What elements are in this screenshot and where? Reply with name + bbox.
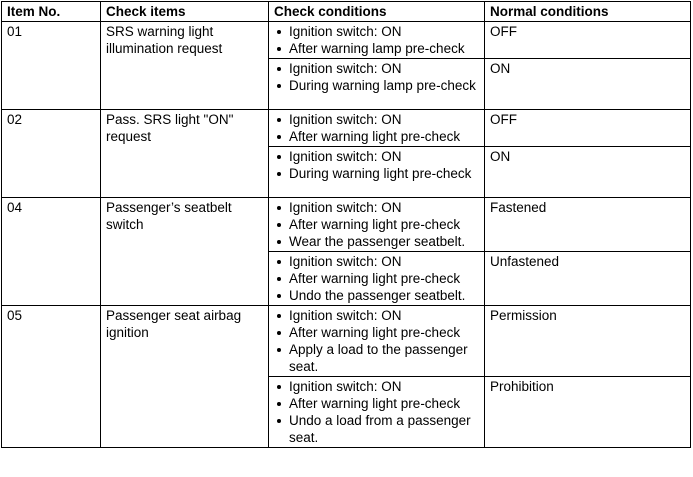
check-conditions-cell — [269, 198, 485, 252]
normal-condition-cell: Unfastened — [485, 252, 691, 306]
check-conditions-cell — [269, 110, 485, 147]
header-check-conditions: Check conditions — [269, 2, 485, 22]
condition-item: Ignition switch: ON — [272, 111, 480, 128]
condition-item: Ignition switch: ON — [272, 23, 480, 40]
condition-item: During warning lamp pre-check — [272, 77, 480, 94]
table-row — [2, 198, 691, 252]
normal-condition-cell: Permission — [485, 306, 691, 377]
normal-condition-cell: OFF — [485, 22, 691, 59]
item-no-cell: 02 — [2, 110, 101, 198]
table-row — [2, 22, 691, 59]
condition-item: Undo the passenger seatbelt. — [272, 287, 480, 304]
normal-condition-cell: ON — [485, 59, 691, 110]
condition-item: After warning light pre-check — [272, 216, 480, 233]
check-conditions-cell — [269, 59, 485, 110]
check-item-cell: Passenger’s seatbelt switch — [101, 198, 269, 306]
normal-condition-cell: ON — [485, 147, 691, 198]
condition-item: Undo a load from a passenger seat. — [272, 412, 480, 446]
check-conditions-cell — [269, 252, 485, 306]
condition-item: After warning lamp pre-check — [272, 40, 480, 57]
condition-item: Ignition switch: ON — [272, 199, 480, 216]
item-no-cell: 05 — [2, 306, 101, 448]
item-no-cell: 01 — [2, 22, 101, 110]
condition-item: After warning light pre-check — [272, 270, 480, 287]
condition-item: During warning light pre-check — [272, 165, 480, 182]
check-item-cell: Pass. SRS light "ON" request — [101, 110, 269, 198]
header-normal-conditions: Normal conditions — [485, 2, 691, 22]
condition-item: Ignition switch: ON — [272, 148, 480, 165]
item-no-cell: 04 — [2, 198, 101, 306]
check-item-cell: SRS warning light illumination request — [101, 22, 269, 110]
check-table — [1, 1, 691, 448]
check-conditions-cell — [269, 306, 485, 377]
header-item-no: Item No. — [2, 2, 101, 22]
normal-condition-cell: OFF — [485, 110, 691, 147]
normal-condition-cell: Prohibition — [485, 377, 691, 448]
check-conditions-cell — [269, 377, 485, 448]
condition-item: Ignition switch: ON — [272, 60, 480, 77]
condition-item: Wear the passenger seatbelt. — [272, 233, 480, 250]
condition-item: After warning light pre-check — [272, 324, 480, 341]
condition-item: Ignition switch: ON — [272, 307, 480, 324]
condition-item: Ignition switch: ON — [272, 378, 480, 395]
table-row — [2, 306, 691, 377]
condition-item: After warning light pre-check — [272, 395, 480, 412]
check-item-cell: Passenger seat airbag ignition — [101, 306, 269, 448]
check-conditions-cell — [269, 22, 485, 59]
condition-item: Apply a load to the passenger seat. — [272, 341, 480, 375]
table-row — [2, 110, 691, 147]
normal-condition-cell: Fastened — [485, 198, 691, 252]
check-conditions-cell — [269, 147, 485, 198]
condition-item: Ignition switch: ON — [272, 253, 480, 270]
condition-item: After warning light pre-check — [272, 128, 480, 145]
header-row — [2, 2, 691, 22]
header-check-items: Check items — [101, 2, 269, 22]
